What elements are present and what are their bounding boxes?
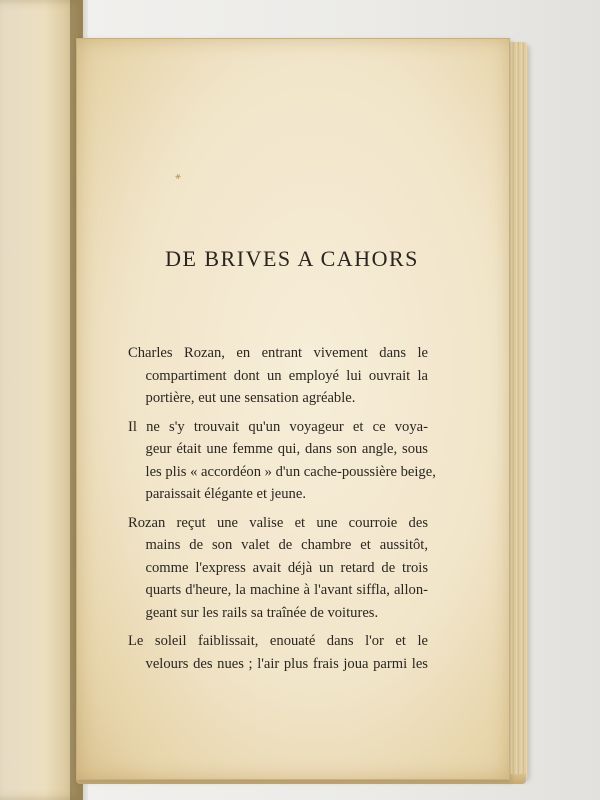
ink-mark: * — [173, 171, 184, 186]
text-line: Rozan reçut une valise et une courroie des — [128, 514, 428, 531]
paragraph-1 — [128, 342, 428, 410]
text-line: compartiment dont un employé lui ouvrait la — [145, 367, 428, 384]
text-line: velours des nues ; l'air plus frais joua parmi les — [145, 655, 428, 672]
paragraph-2 — [128, 416, 436, 506]
text-line: Charles Rozan, en entrant vivement dans le — [128, 345, 428, 361]
text-line: Il ne s'y trouvait qu'un voyageur et ce voya- — [128, 418, 428, 435]
text-line: Le soleil faiblissait, enouaté dans l'or et le — [128, 633, 428, 649]
text-line: mains de son valet de chambre et aussitôt, — [145, 537, 428, 553]
paragraph-3 — [128, 512, 428, 625]
chapter-title: DE BRIVES A CAHORS — [165, 246, 419, 271]
text-line: geur était une femme qui, dans son angle, sous — [145, 441, 428, 457]
paragraph-4 — [128, 630, 428, 675]
text-line: geant sur les rails sa traînée de voitures. — [145, 604, 379, 621]
text-line: portière, eut une sensation agréable. — [145, 390, 356, 406]
text-line: quarts d'heure, la machine à l'avant siffla, allon- — [145, 582, 428, 598]
text-line: paraissait élégante et jeune. — [145, 486, 306, 502]
body-text — [128, 342, 436, 681]
text-line: comme l'express avait déjà un retard de trois — [145, 559, 428, 576]
text-line: les plis « accordéon » d'un cache-poussière beige, — [145, 463, 436, 480]
